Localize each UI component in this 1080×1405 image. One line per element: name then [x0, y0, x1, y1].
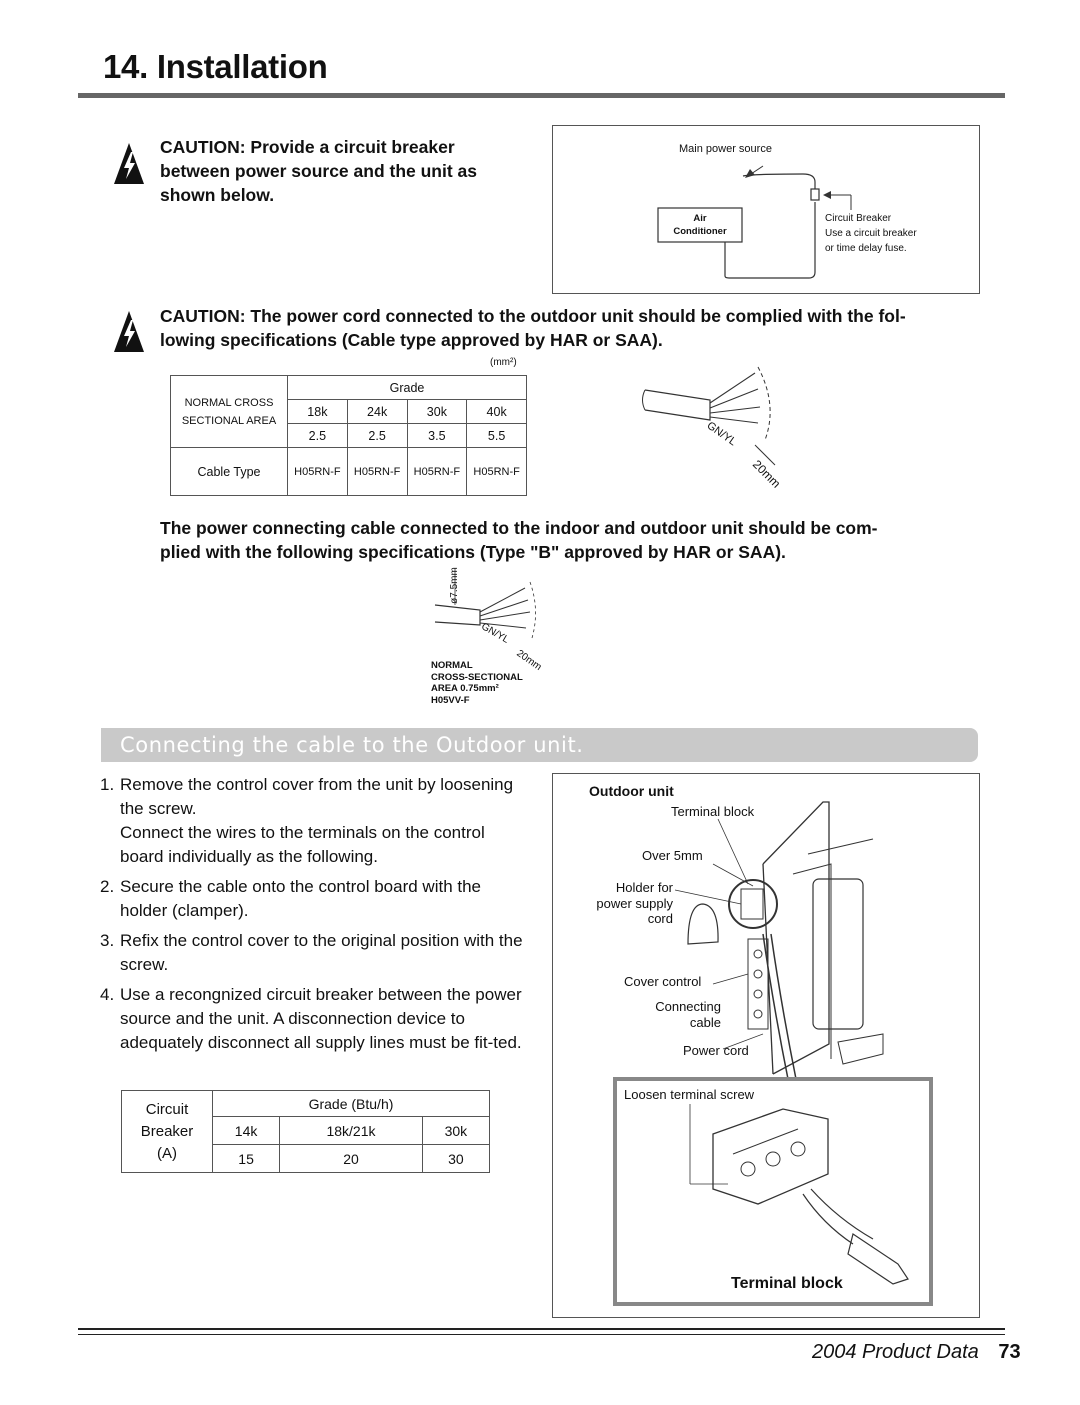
unit-label: (mm²): [490, 357, 517, 368]
step-item: 3. Refix the control cover to the original position with the screw.: [100, 931, 523, 974]
grade-header: Grade: [288, 376, 527, 400]
step-item: 4. Use a recongnized circuit breaker between the power source and the unit. A disconnection device to adequately disconnect all supply lines must be fit-ted.: [100, 985, 522, 1052]
warning-icon: [113, 142, 145, 186]
grade-cell: 18k/21k: [280, 1117, 423, 1145]
grade-cell: 30k: [422, 1117, 489, 1145]
cable-type-label: Cable Type: [171, 448, 288, 496]
area-cell: 2.5: [288, 424, 348, 448]
area-cell: 3.5: [407, 424, 467, 448]
air-conditioner-box: Air Conditioner: [673, 213, 727, 237]
caution-breaker-text: CAUTION: Provide a circuit breaker between power source and the unit as shown below.: [160, 137, 478, 205]
cover-label: Cover control: [624, 974, 702, 989]
breaker-grade-table: [121, 1090, 490, 1173]
grade-cell: 14k: [213, 1117, 280, 1145]
amp-cell: 15: [213, 1145, 280, 1173]
power-cord-label: Power cord: [683, 1043, 749, 1058]
page-title: 14. Installation: [103, 48, 328, 85]
section-heading: Connecting the cable to the Outdoor unit.: [120, 733, 584, 757]
grade-cell: 18k: [288, 400, 348, 424]
cable-type-cell: H05RN-F: [467, 448, 527, 496]
amp-cell: 30: [422, 1145, 489, 1173]
caution-power-cord-text: CAUTION: The power cord connected to the outdoor unit should be complied with the fol- lowing specifications (Cable type approved by HAR or SAA).: [160, 306, 906, 350]
over-label: Over 5mm: [642, 848, 703, 863]
cross-sectional-label: NORMAL CROSS-SECTIONAL AREA 0.75mm² H05VV-F: [431, 660, 523, 706]
terminal-block-label: Terminal block: [671, 804, 755, 819]
cable-type-cell: H05RN-F: [407, 448, 467, 496]
loosen-label: Loosen terminal screw: [624, 1087, 755, 1102]
breaker-label: Circuit Breaker (A): [122, 1091, 213, 1173]
area-cell: 2.5: [347, 424, 407, 448]
footer-rule: [78, 1328, 1005, 1330]
step-item: 2. Secure the cable onto the control board with the holder (clamper).: [100, 877, 482, 920]
outdoor-unit-diagram: [552, 773, 980, 1318]
terminal-block-caption: Terminal block: [731, 1275, 843, 1292]
gnyl-label: GN/YL: [704, 419, 739, 449]
length-label: 20mm: [749, 457, 784, 491]
step-item: 1. Remove the control cover from the unit by loosening the screw. Connect the wires to the terminals on the control board individually as the following.: [100, 775, 514, 866]
area-cell: 5.5: [467, 424, 527, 448]
circuit-breaker-label: Circuit Breaker Use a circuit breaker or time delay fuse.: [825, 213, 917, 254]
cable-spec-table: [170, 375, 527, 496]
length-label: 20mm: [514, 648, 544, 673]
gnyl-label: GN/YL: [479, 621, 511, 646]
connecting-cable-label: Connecting cable: [655, 999, 721, 1030]
grade-cell: 24k: [347, 400, 407, 424]
page-footer: 2004 Product Data 73: [812, 1341, 1021, 1363]
cable-type-cell: H05RN-F: [347, 448, 407, 496]
grade-cell: 40k: [467, 400, 527, 424]
grade-cell: 30k: [407, 400, 467, 424]
diameter-label: ø7.5mm: [448, 567, 460, 604]
outdoor-unit-heading: Outdoor unit: [589, 783, 674, 799]
cable-type-cell: H05RN-F: [288, 448, 348, 496]
main-power-label: Main power source: [679, 143, 772, 155]
holder-label: Holder for power supply cord: [596, 880, 673, 926]
amp-cell: 20: [280, 1145, 423, 1173]
cross-section-label: NORMAL CROSS SECTIONAL AREA: [171, 376, 288, 448]
steps-list: [100, 773, 530, 1061]
title-rule: [78, 93, 1005, 98]
grade-header: Grade (Btu/h): [213, 1091, 490, 1117]
footer-rule: [78, 1334, 1005, 1335]
breaker-diagram: [552, 125, 980, 294]
indoor-outdoor-cable-text: The power connecting cable connected to the indoor and outdoor unit should be com- plied with the following specifications (Type "B" approved by HAR or SAA).: [160, 518, 878, 562]
warning-icon: [113, 310, 145, 354]
